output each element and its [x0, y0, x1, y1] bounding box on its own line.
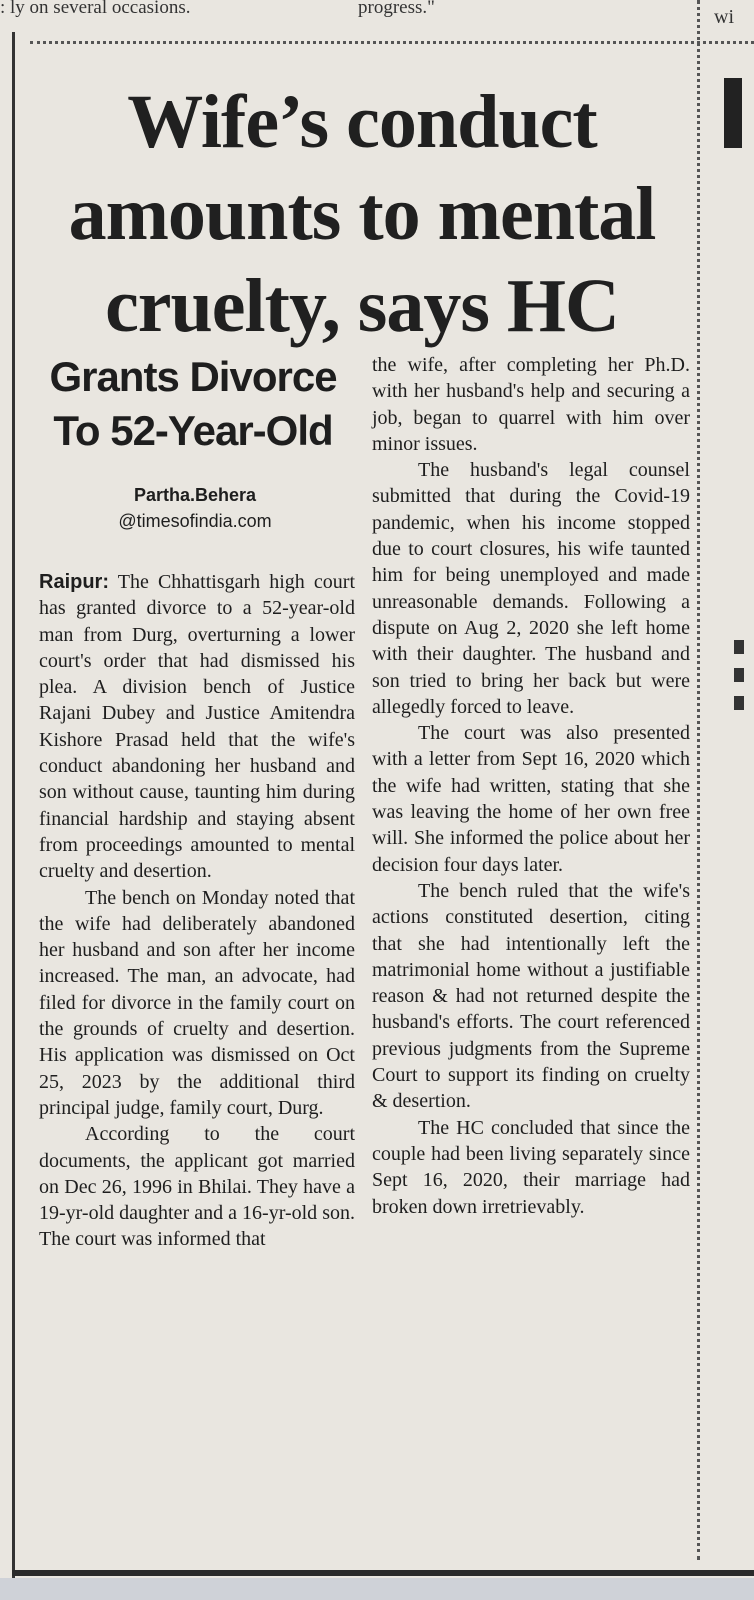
article-paragraph: The bench ruled that the wife's actions constituted desertion, citing that she had intentionally left the matrimonial home without a justifiable reason & had not returned despite the husband's efforts. The court referenced previous judgments from the Supreme Court to support its finding on cruelty & desertion. [372, 879, 690, 1113]
bottom-strip [0, 1578, 754, 1600]
adjacent-headline-fragment [724, 78, 742, 148]
subheadline [37, 350, 349, 458]
article-paragraph: The husband's legal counsel submitted that during the Covid-19 pandemic, when his income stopped due to court closures, his wife taunted him for being unemployed and made unreasonable demands. Following a dispute on Aug 2, 2020 she left home with their daughter. The husband and son tried to bring her back but were allegedly forced to leave. [372, 459, 690, 718]
adjacent-text-fragment [734, 668, 744, 682]
article-paragraph [39, 569, 355, 885]
author-name: Partha.Behera [133, 485, 257, 505]
article-paragraph: The HC concluded that since the couple had been living separately since Sept 16, 2020, their marriage had broken down irretrievably. [372, 1116, 690, 1218]
adjacent-fragment: wi [714, 6, 734, 28]
subheadline-line-2: To 52-Year-Old [53, 407, 333, 454]
paragraph-text: The Chhattisgarh high court has granted divorce to a 52-year-old man from Durg, overturning a lower court's order that had dismissed his plea. A division bench of Justice Rajani Dubey and Justice Amitendra Kishore Prasad held that the wife's conduct abandoning her husband and son without cause, taunting him during financial hardship and staying absent from proceedings amounted to mental cruelty and desertion. [39, 571, 356, 883]
headline-line-2: amounts to mental [68, 172, 656, 256]
article-paragraph: The bench on Monday noted that the wife had deliberately abandoned her husband and son after her income increased. The man, an advocate, had filed for divorce in the family court on the grounds of cruelty and desertion. His application was dismissed on Oct 25, 2023 by the additional third principal judge, family court, Durg. [39, 886, 355, 1119]
author-email: @timesofindia.com [118, 511, 272, 531]
headline-line-3: cruelty, says HC [105, 264, 619, 348]
subheadline-line-1: Grants Divorce [49, 353, 337, 400]
byline [45, 482, 345, 534]
dotted-divider-vertical [697, 0, 700, 1560]
bottom-rule [12, 1570, 754, 1576]
headline-line-1: Wife’s conduct [127, 80, 597, 164]
prev-article-fragment-middle: progress." [358, 0, 435, 18]
adjacent-text-fragment [734, 696, 744, 710]
news-article [12, 32, 693, 1587]
dateline: Raipur: [39, 571, 109, 593]
adjacent-article-edge [714, 0, 754, 1560]
article-column-1 [39, 569, 355, 1253]
article-paragraph: the wife, after completing her Ph.D. with her husband's help and securing a job, began to quarrel with him over minor issues. [372, 354, 690, 455]
prev-article-fragment-left: : ly on several occasions. [0, 0, 191, 18]
headline [31, 76, 693, 352]
adjacent-text-fragment [734, 640, 744, 654]
article-paragraph: The court was also presented with a letter from Sept 16, 2020 which the wife had written, stating that she was leaving the home of her own free will. She informed the police about her decision four days later. [372, 722, 690, 876]
article-paragraph: According to the court documents, the applicant got married on Dec 26, 1996 in Bhilai. They have a 19-yr-old daughter and a 16-yr-old son. The court was informed that [39, 1123, 355, 1251]
article-column-2 [372, 352, 690, 1220]
